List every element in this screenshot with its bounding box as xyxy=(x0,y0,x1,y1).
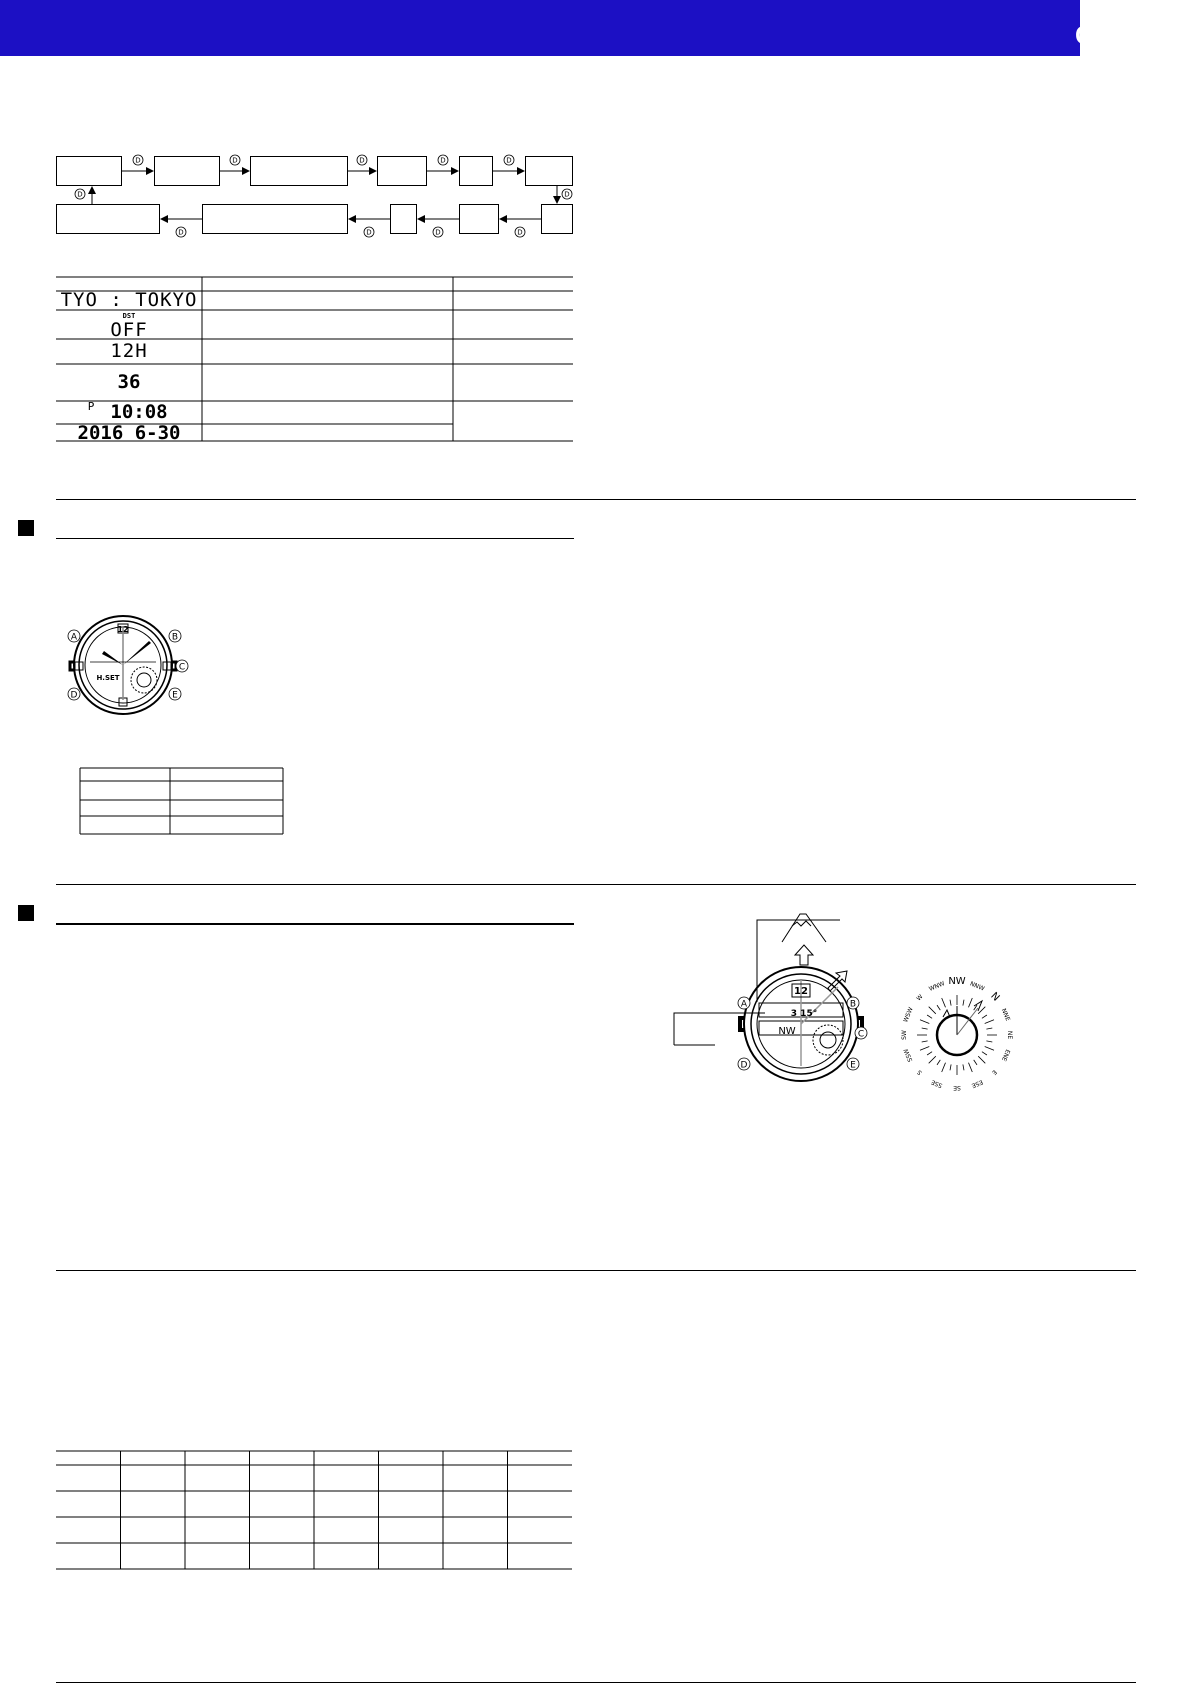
compass-watch-direction: NW xyxy=(778,1026,796,1037)
compass-button-d: D xyxy=(740,1060,748,1071)
svg-text:D: D xyxy=(506,156,512,165)
compass-button-b: B xyxy=(849,999,857,1010)
rose-label-nne: NNE xyxy=(999,1007,1012,1023)
rose-label-n: N xyxy=(988,990,1002,1004)
lcd-pm-indicator: P xyxy=(87,400,95,413)
svg-text:D: D xyxy=(359,156,365,165)
rose-label-nw: NW xyxy=(948,976,966,987)
svg-text:D: D xyxy=(232,156,238,165)
button-a-label: A xyxy=(70,632,78,643)
svg-text:D: D xyxy=(178,228,184,237)
lcd-hour-format: 12H xyxy=(110,340,148,362)
rose-label-ne: NE xyxy=(1006,1030,1013,1040)
lcd-time: 10:08 xyxy=(110,401,168,423)
watch-hour-12: 12 xyxy=(117,625,129,634)
compass-watch-reading: 3 15° xyxy=(790,1009,818,1019)
brand-name: CASIO xyxy=(1075,20,1155,50)
svg-text:D: D xyxy=(517,228,523,237)
compass-button-e: E xyxy=(850,1060,856,1071)
rose-label-sw: SW xyxy=(901,1030,908,1040)
svg-text:D: D xyxy=(435,228,441,237)
svg-text:D: D xyxy=(564,190,570,199)
lcd-dst: OFF xyxy=(110,319,148,341)
footer-rule xyxy=(56,1682,1136,1683)
svg-text:D: D xyxy=(366,228,372,237)
button-e-label: E xyxy=(172,690,178,701)
rose-label-sse: SSE xyxy=(930,1078,944,1089)
lcd-seconds: 36 xyxy=(117,371,141,393)
rose-label-e: E xyxy=(990,1068,998,1076)
compass-button-a: A xyxy=(740,999,748,1010)
compass-watch-hour: 12 xyxy=(794,986,808,997)
svg-text:D: D xyxy=(77,190,83,199)
svg-text:D: D xyxy=(135,156,141,165)
lcd-city: TYO : TOKYO xyxy=(60,289,198,311)
rose-label-s: S xyxy=(916,1068,924,1076)
rose-label-ese: ESE xyxy=(970,1078,984,1089)
svg-text:D: D xyxy=(440,156,446,165)
button-c-label: C xyxy=(178,662,186,673)
rose-label-ssw: SSW xyxy=(902,1047,915,1063)
rose-label-wnw: WNW xyxy=(927,980,946,993)
button-d-label: D xyxy=(70,690,78,701)
rose-label-nnw: NNW xyxy=(968,980,986,993)
rose-label-wsw: WSW xyxy=(902,1006,915,1024)
watch-lcd-hset: H.SET xyxy=(96,674,120,682)
compass-button-c: C xyxy=(857,1029,865,1040)
registered-mark: ® xyxy=(1155,26,1162,37)
rose-label-se: SE xyxy=(953,1084,961,1091)
lcd-date: 2016 6-30 xyxy=(77,422,181,444)
rose-label-w: W xyxy=(915,993,925,1003)
button-b-label: B xyxy=(171,632,179,643)
lcd-dst-label: DST xyxy=(122,312,136,320)
rose-label-ene: ENE xyxy=(999,1048,1012,1063)
